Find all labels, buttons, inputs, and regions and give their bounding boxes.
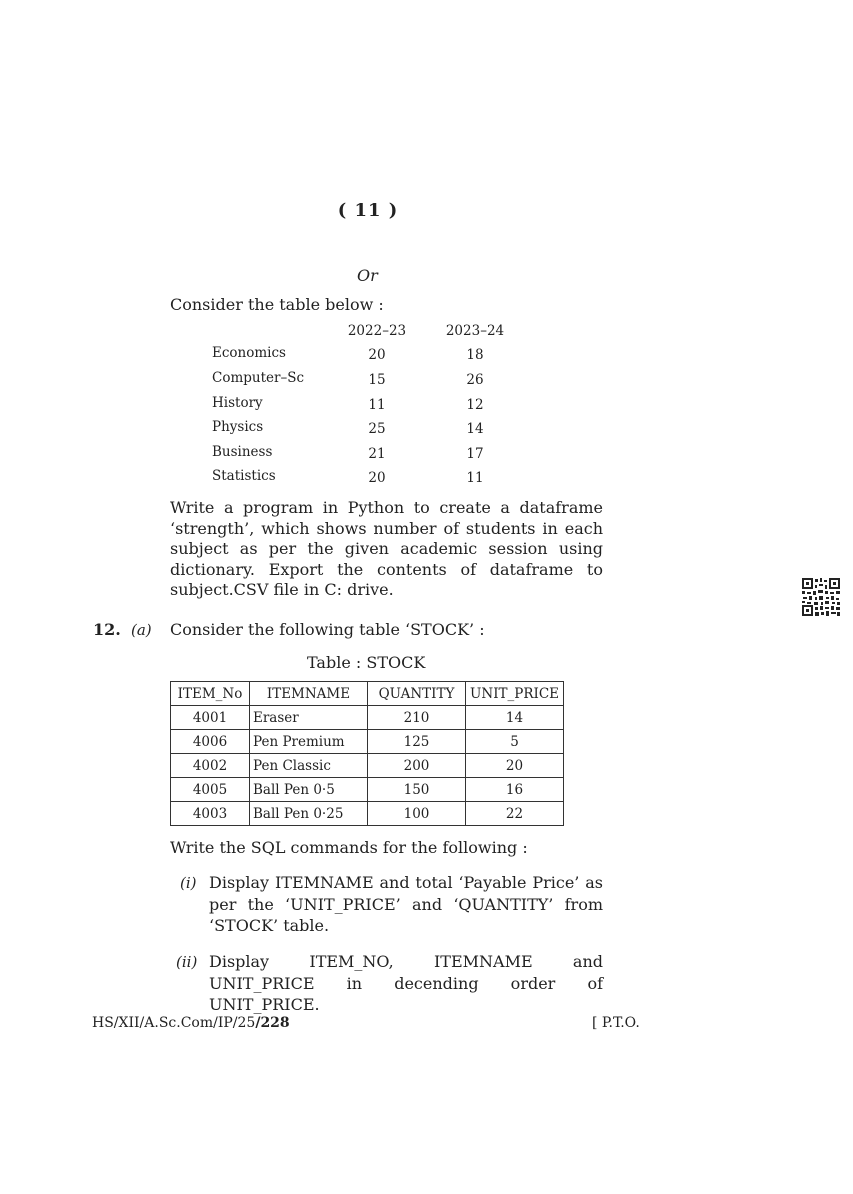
subject-label: Statistics bbox=[212, 468, 276, 484]
quantity-cell: 150 bbox=[368, 778, 466, 802]
value-cell: 11 bbox=[466, 470, 484, 486]
value-cell: 12 bbox=[466, 397, 484, 413]
item-no-cell: 4003 bbox=[171, 802, 250, 826]
value-cell: 20 bbox=[368, 347, 386, 363]
unit-price-cell: 22 bbox=[466, 802, 564, 826]
value-cell: 11 bbox=[368, 397, 386, 413]
item-text: Display ITEMNAME and total ‘Payable Price’ as per the ‘UNIT_PRICE’ and ‘QUANTITY’ from ‘STOCK’ table. bbox=[209, 873, 603, 935]
subject-label: Computer–Sc bbox=[212, 370, 305, 386]
value-cell: 20 bbox=[368, 470, 386, 486]
subject-label: Physics bbox=[212, 419, 264, 435]
itemname-cell: Ball Pen 0·25 bbox=[250, 802, 368, 826]
subject-label: Business bbox=[212, 444, 273, 460]
item-text: Display ITEM_NO, ITEMNAME and UNIT_PRICE in decending order of UNIT_PRICE. bbox=[209, 952, 603, 1014]
column-header: UNIT_PRICE bbox=[466, 682, 564, 706]
stock-table-caption: Table : STOCK bbox=[307, 653, 426, 672]
table-header-row bbox=[171, 682, 564, 706]
year-header-1: 2022–23 bbox=[347, 323, 407, 339]
value-cell: 25 bbox=[368, 421, 386, 437]
item-label: (i) bbox=[180, 874, 197, 892]
quantity-cell: 125 bbox=[368, 730, 466, 754]
paper-code-suffix: /228 bbox=[255, 1015, 290, 1031]
table-row bbox=[171, 754, 564, 778]
or-label: Or bbox=[357, 266, 378, 285]
table-intro: Consider the table below : bbox=[170, 295, 384, 314]
subject-label: Economics bbox=[212, 345, 286, 361]
value-cell: 21 bbox=[368, 446, 386, 462]
subject-label: History bbox=[212, 395, 263, 411]
qr-code-icon bbox=[801, 577, 841, 617]
unit-price-cell: 20 bbox=[466, 754, 564, 778]
item-no-cell: 4006 bbox=[171, 730, 250, 754]
table-row bbox=[171, 706, 564, 730]
itemname-cell: Pen Premium bbox=[250, 730, 368, 754]
question-number: 12. bbox=[93, 620, 121, 639]
value-cell: 14 bbox=[466, 421, 484, 437]
stock-table bbox=[170, 681, 564, 826]
table-row bbox=[171, 730, 564, 754]
year-header-2: 2023–24 bbox=[445, 323, 505, 339]
table-row bbox=[171, 802, 564, 826]
item-no-cell: 4002 bbox=[171, 754, 250, 778]
question-subpart: (a) bbox=[131, 621, 152, 639]
item-label: (ii) bbox=[176, 953, 198, 971]
unit-price-cell: 16 bbox=[466, 778, 564, 802]
quantity-cell: 100 bbox=[368, 802, 466, 826]
item-no-cell: 4005 bbox=[171, 778, 250, 802]
page-number: ( 11 ) bbox=[337, 200, 399, 221]
quantity-cell: 200 bbox=[368, 754, 466, 778]
question-text: Consider the following table ‘STOCK’ : bbox=[170, 620, 485, 639]
quantity-cell: 210 bbox=[368, 706, 466, 730]
column-header: ITEM_No bbox=[171, 682, 250, 706]
paper-code bbox=[92, 1015, 290, 1031]
column-header: QUANTITY bbox=[368, 682, 466, 706]
value-cell: 26 bbox=[466, 372, 484, 388]
value-cell: 15 bbox=[368, 372, 386, 388]
itemname-cell: Ball Pen 0·5 bbox=[250, 778, 368, 802]
table-row bbox=[171, 778, 564, 802]
itemname-cell: Eraser bbox=[250, 706, 368, 730]
value-cell: 17 bbox=[466, 446, 484, 462]
unit-price-cell: 14 bbox=[466, 706, 564, 730]
paper-code-prefix: HS/XII/A.Sc.Com/IP/25 bbox=[92, 1015, 256, 1031]
column-header: ITEMNAME bbox=[250, 682, 368, 706]
itemname-cell: Pen Classic bbox=[250, 754, 368, 778]
value-cell: 18 bbox=[466, 347, 484, 363]
program-paragraph: Write a program in Python to create a dataframe ‘strength’, which shows number of students in each subject as per the given academic session using dictionary. Export the contents of dataframe to subject.CSV file in C: drive. bbox=[170, 498, 603, 599]
sql-intro: Write the SQL commands for the following : bbox=[170, 838, 528, 857]
item-no-cell: 4001 bbox=[171, 706, 250, 730]
pto-label: [ P.T.O. bbox=[592, 1015, 640, 1031]
unit-price-cell: 5 bbox=[466, 730, 564, 754]
